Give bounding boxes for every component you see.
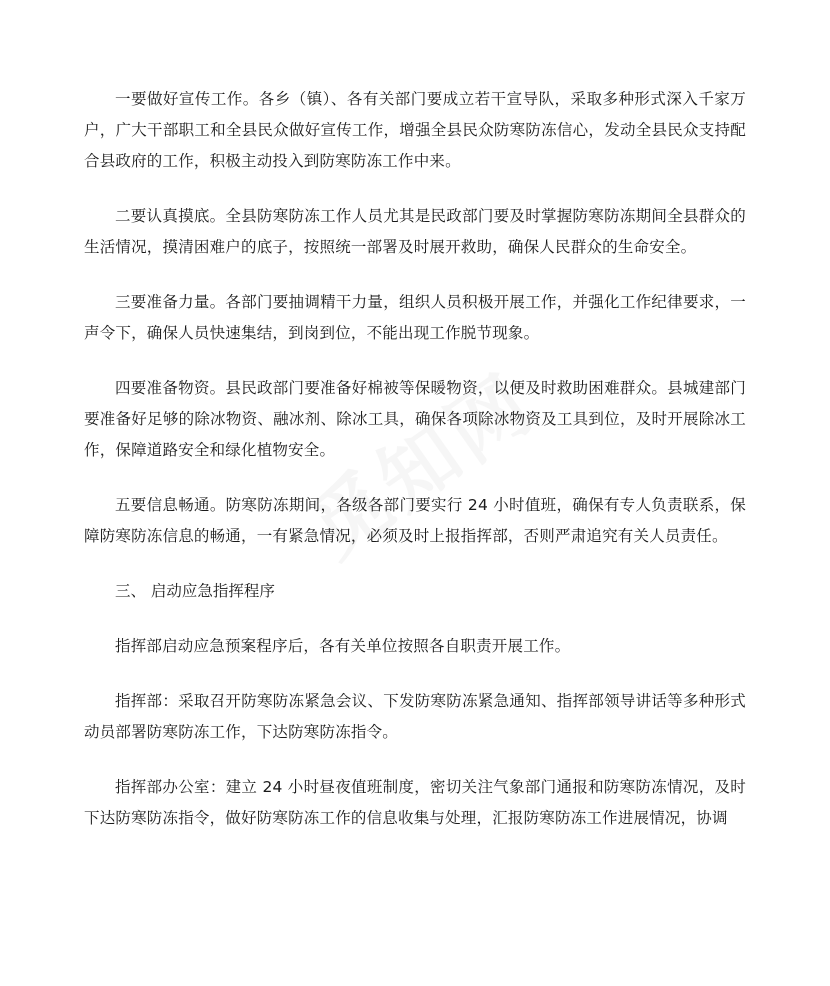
document-body [84,84,746,858]
paragraph-command-center: 指挥部：采取召开防寒防冻紧急会议、下发防寒防冻紧急通知、指挥部领导讲话等多种形式动员部署防寒防冻工作，下达防寒防冻指令。 [84,692,746,741]
paragraph-command-office: 指挥部办公室：建立 24 小时昼夜值班制度，密切关注气象部门通报和防寒防冻情况，及时下达防寒防冻指令，做好防寒防冻工作的信息收集与处理，汇报防寒防冻工作进展情况，协调 [84,778,746,827]
paragraph-survey: 二要认真摸底。全县防寒防冻工作人员尤其是民政部门要及时掌握防寒防冻期间全县群众的生活情况，摸清困难户的底子，按照统一部署及时展开救助，确保人民群众的生命安全。 [84,207,746,256]
paragraph-procedure: 指挥部启动应急预案程序后，各有关单位按照各自职责开展工作。 [115,637,571,655]
paragraph-supplies: 四要准备物资。县民政部门要准备好棉被等保暖物资，以便及时救助困难群众。县城建部门要准备好足够的除冰物资、融冰剂、除冰工具，确保各项除冰物资及工具到位，及时开展除冰工作，保障道路安全和绿化植物安全。 [84,379,746,459]
paragraph-manpower: 三要准备力量。各部门要抽调精干力量，组织人员积极开展工作，并强化工作纪律要求，一声令下，确保人员快速集结，到岗到位，不能出现工作脱节现象。 [84,293,746,342]
paragraph-information: 五要信息畅通。防寒防冻期间，各级各部门要实行 24 小时值班，确保有专人负责联系，保障防寒防冻信息的畅通，一有紧急情况，必须及时上报指挥部，否则严肃追究有关人员责任。 [84,496,746,545]
section-heading: 三、 启动应急指挥程序 [115,582,275,600]
paragraph-publicity: 一要做好宣传工作。各乡（镇）、各有关部门要成立若干宣导队，采取多种形式深入千家万户，广大干部职工和全县民众做好宣传工作，增强全县民众防寒防冻信心，发动全县民众支持配合县政府的工作，积极主动投入到防寒防冻工作中来。 [84,90,746,170]
